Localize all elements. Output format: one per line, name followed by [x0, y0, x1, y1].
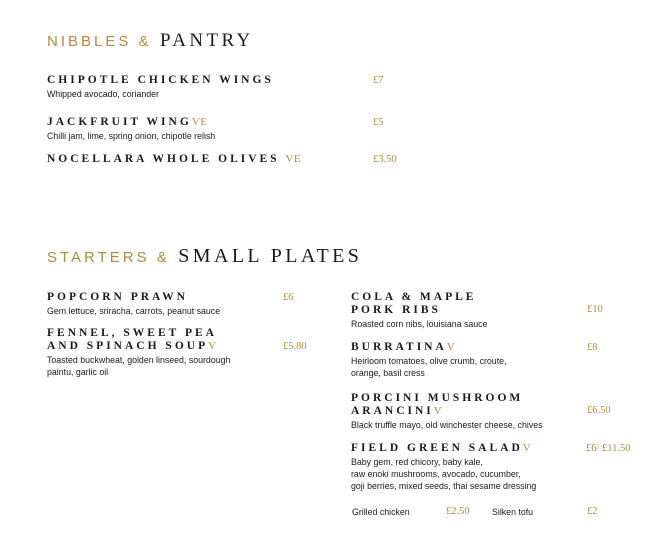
vegan-tag: VE: [191, 116, 208, 128]
item-price: £6/ £11.50: [586, 443, 631, 454]
item-description: Black truffle mayo, old winchester cheese, chives: [351, 420, 543, 430]
item-name-line1: COLA & MAPLE: [351, 291, 477, 303]
item-name-line2: AND SPINACH SOUP: [47, 340, 209, 352]
addon-label: Silken tofu: [492, 507, 534, 517]
section-heading-light: STARTERS &: [47, 249, 170, 266]
item-name-line2: PORK RIBS: [351, 304, 441, 316]
item-name: FIELD GREEN SALAD: [351, 442, 523, 454]
item-description: Chilli jam, lime, spring onion, chipotle relish: [47, 131, 216, 141]
item-name: POPCORN PRAWN: [47, 291, 188, 303]
item-description-line2: paintu, garlic oil: [47, 367, 109, 377]
vegetarian-tag: V: [208, 340, 217, 352]
menu-item: [47, 74, 274, 100]
addon-label: Grilled chicken: [352, 507, 410, 517]
vegetarian-tag: V: [433, 405, 443, 417]
item-name-line1: PORCINI MUSHROOM: [351, 392, 524, 404]
item-price: £7: [373, 75, 384, 86]
item-name: BURRATINA: [351, 341, 447, 353]
menu-item: [351, 442, 536, 492]
menu-item: [47, 116, 215, 142]
item-price: £3.50: [373, 154, 397, 165]
addon-price: £2.50: [446, 506, 470, 517]
item-price: £5: [373, 117, 384, 128]
section-heading-light: NIBBLES &: [47, 33, 152, 50]
item-description: Roasted corn nibs, louisiana sauce: [351, 319, 488, 329]
item-name: NOCELLARA WHOLE OLIVES: [47, 153, 280, 165]
item-name-line1: FENNEL, SWEET PEA: [47, 327, 217, 339]
item-description-line1: Heirloom tomatoes, olive crumb, croute,: [351, 356, 507, 366]
section-heading-bold: PANTRY: [160, 30, 254, 51]
item-price: £6: [283, 292, 294, 303]
item-price: £8: [587, 342, 598, 353]
vegan-tag: VE: [285, 153, 302, 165]
menu-item: [351, 392, 543, 431]
menu-item: [351, 291, 487, 330]
item-name: JACKFRUIT WING: [47, 116, 192, 128]
item-description-line1: Baby gem, red chicory, baby kale,: [351, 457, 483, 467]
menu-item: [351, 341, 506, 379]
item-description-line3: goji berries, mixed seeds, thai sesame dressing: [351, 481, 537, 491]
item-description-line2: orange, basil cress: [351, 368, 425, 378]
menu-item: [47, 153, 301, 166]
vegetarian-tag: V: [446, 341, 456, 353]
item-description: Gem lettuce, sriracha, carrots, peanut sauce: [47, 306, 221, 316]
item-name-line2: ARANCINI: [351, 405, 434, 417]
item-description-line1: Toasted buckwheat, golden linseed, sourdough: [47, 355, 231, 365]
section-heading-starters: [47, 245, 362, 268]
section-heading-nibbles: [47, 30, 254, 52]
menu-item: [47, 327, 230, 378]
item-description: Whipped avocado, coriander: [47, 89, 159, 99]
item-name: CHIPOTLE CHICKEN WINGS: [47, 74, 274, 86]
item-price: £6.50: [587, 405, 611, 416]
item-price: £10: [587, 304, 603, 315]
item-price: £5.80: [283, 341, 307, 352]
menu-item: [47, 291, 220, 317]
section-heading-bold: SMALL PLATES: [178, 245, 363, 267]
item-description-line2: raw enoki mushrooms, avocado, cucumber,: [351, 469, 521, 479]
vegetarian-tag: V: [522, 442, 532, 454]
addon-price: £2: [587, 506, 598, 517]
